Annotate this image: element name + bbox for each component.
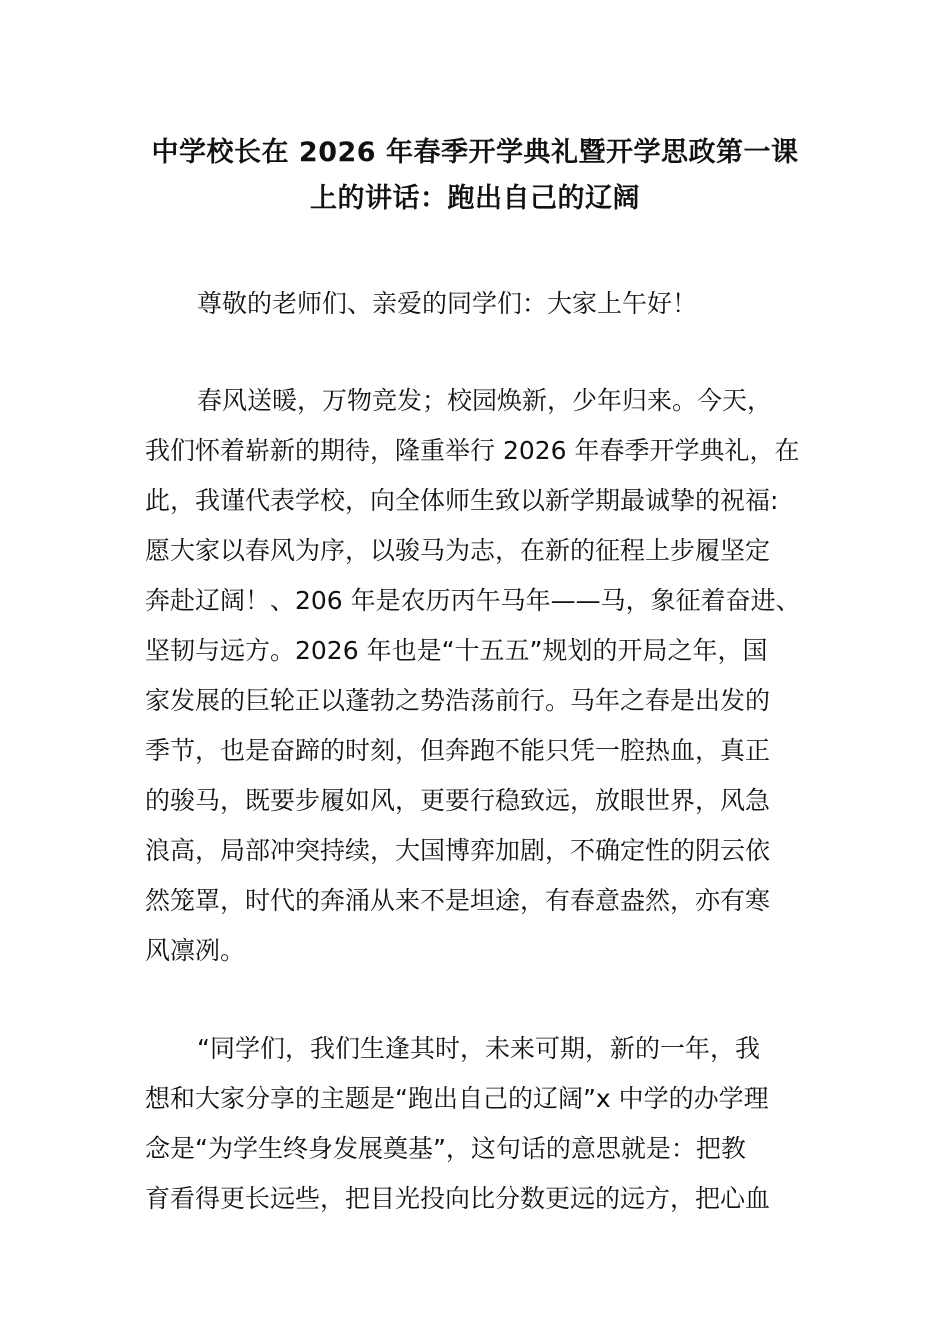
greeting-paragraph <box>145 279 810 329</box>
paragraph-line: 育看得更长远些，把目光投向比分数更远的远方，把心血 <box>145 1184 771 1213</box>
paragraph-line: 此，我谨代表学校，向全体师生致以新学期最诚挚的祝福: <box>145 486 779 515</box>
title-line-1: 中学校长在 2026 年春季开学典礼暨开学思政第一课 <box>151 137 799 168</box>
paragraph-line: 家发展的巨轮正以蓬勃之势浩荡前行。马年之春是出发的 <box>145 686 771 715</box>
paragraph-line: “同学们，我们生逢其时，未来可期，新的一年，我 <box>197 1034 760 1063</box>
paragraph-line: 我们怀着崭新的期待，隆重举行 2026 年春季开学典礼，在 <box>145 436 800 465</box>
paragraph-line: 季节，也是奋蹄的时刻，但奔跑不能只凭一腔热血，真正 <box>145 736 771 765</box>
paragraph-line: 浪高，局部冲突持续，大国博弈加剧，不确定性的阴云依 <box>145 836 771 865</box>
paragraph-line: 然笼罩，时代的奔涌从来不是坦途，有春意盎然，亦有寒 <box>145 886 771 915</box>
title-line-2: 上的讲话：跑出自己的辽阔 <box>310 183 640 214</box>
document-title <box>145 130 805 222</box>
paragraph-line: 念是“为学生终身发展奠基”，这句话的意思就是：把教 <box>145 1134 746 1163</box>
paragraph-line: 春风送暖，万物竞发；校园焕新，少年归来。今天， <box>197 386 773 415</box>
body-paragraph-2 <box>145 1024 810 1224</box>
paragraph-line: 想和大家分享的主题是“跑出自己的辽阔”x 中学的办学理 <box>145 1084 769 1113</box>
paragraph-line: 坚韧与远方。2026 年也是“十五五”规划的开局之年，国 <box>145 636 768 665</box>
paragraph-line: 奔赴辽阔！、206 年是农历丙午马年——马，象征着奋进、 <box>145 586 801 615</box>
paragraph-line: 风凛冽。 <box>145 936 246 965</box>
paragraph-line: 的骏马，既要步履如风，更要行稳致远，放眼世界，风急 <box>145 786 771 815</box>
paragraph-line: 愿大家以春风为序，以骏马为志，在新的征程上步履坚定 <box>145 536 771 565</box>
body-paragraph-1 <box>145 376 810 976</box>
greeting-line: 尊敬的老师们、亲爱的同学们：大家上午好！ <box>197 289 698 318</box>
